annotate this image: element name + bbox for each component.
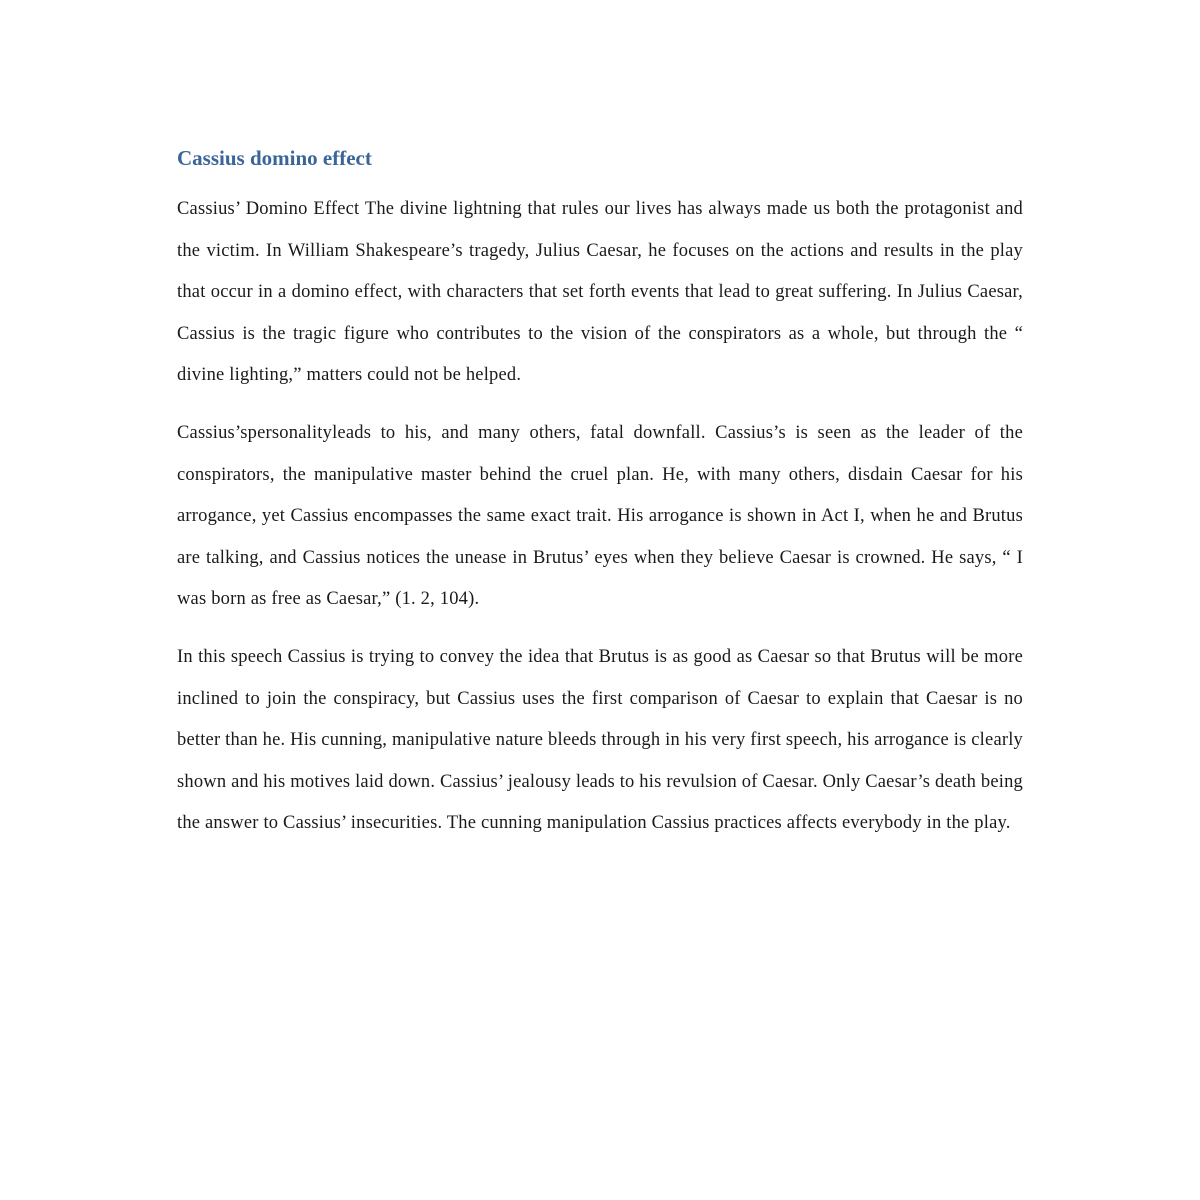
paragraph-3: In this speech Cassius is trying to convey the idea that Brutus is as good as Caesar so that Brutus will be more inclined to join the conspiracy, but Cassius uses the first comparison of Caesar to explain that Caesar is no better than he. His cunning, manipulative nature bleeds through in his very first speech, his arrogance is clearly shown and his motives laid down. Cassius’ jealousy leads to his revulsion of Caesar. Only Caesar’s death being the answer to Cassius’ insecurities. The cunning manipulation Cassius practices affects everybody in the play. (177, 646, 1023, 834)
paragraph-1: Cassius’ Domino Effect The divine lightning that rules our lives has always made us both the protagonist and the victim. In William Shakespeare’s tragedy, Julius Caesar, he focuses on the actions and results in the play that occur in a domino effect, with characters that set forth events that lead to great suffering. In Julius Caesar, Cassius is the tragic figure who contributes to the vision of the conspirators as a whole, but through the “ divine lighting,” matters could not be helped. (177, 199, 1023, 386)
paragraph-2: Cassius’spersonalityleads to his, and many others, fatal downfall. Cassius’s is seen as the leader of the conspirators, the manipulative master behind the cruel plan. He, with many others, disdain Caesar for his arrogance, yet Cassius encompasses the same exact trait. His arrogance is shown in Act I, when he and Brutus are talking, and Cassius notices the unease in Brutus’ eyes when they believe Caesar is crowned. He says, “ I was born as free as Caesar,” (1. 2, 104). (177, 422, 1023, 610)
document-body (177, 143, 1023, 861)
document-title: Cassius domino effect (177, 146, 372, 170)
